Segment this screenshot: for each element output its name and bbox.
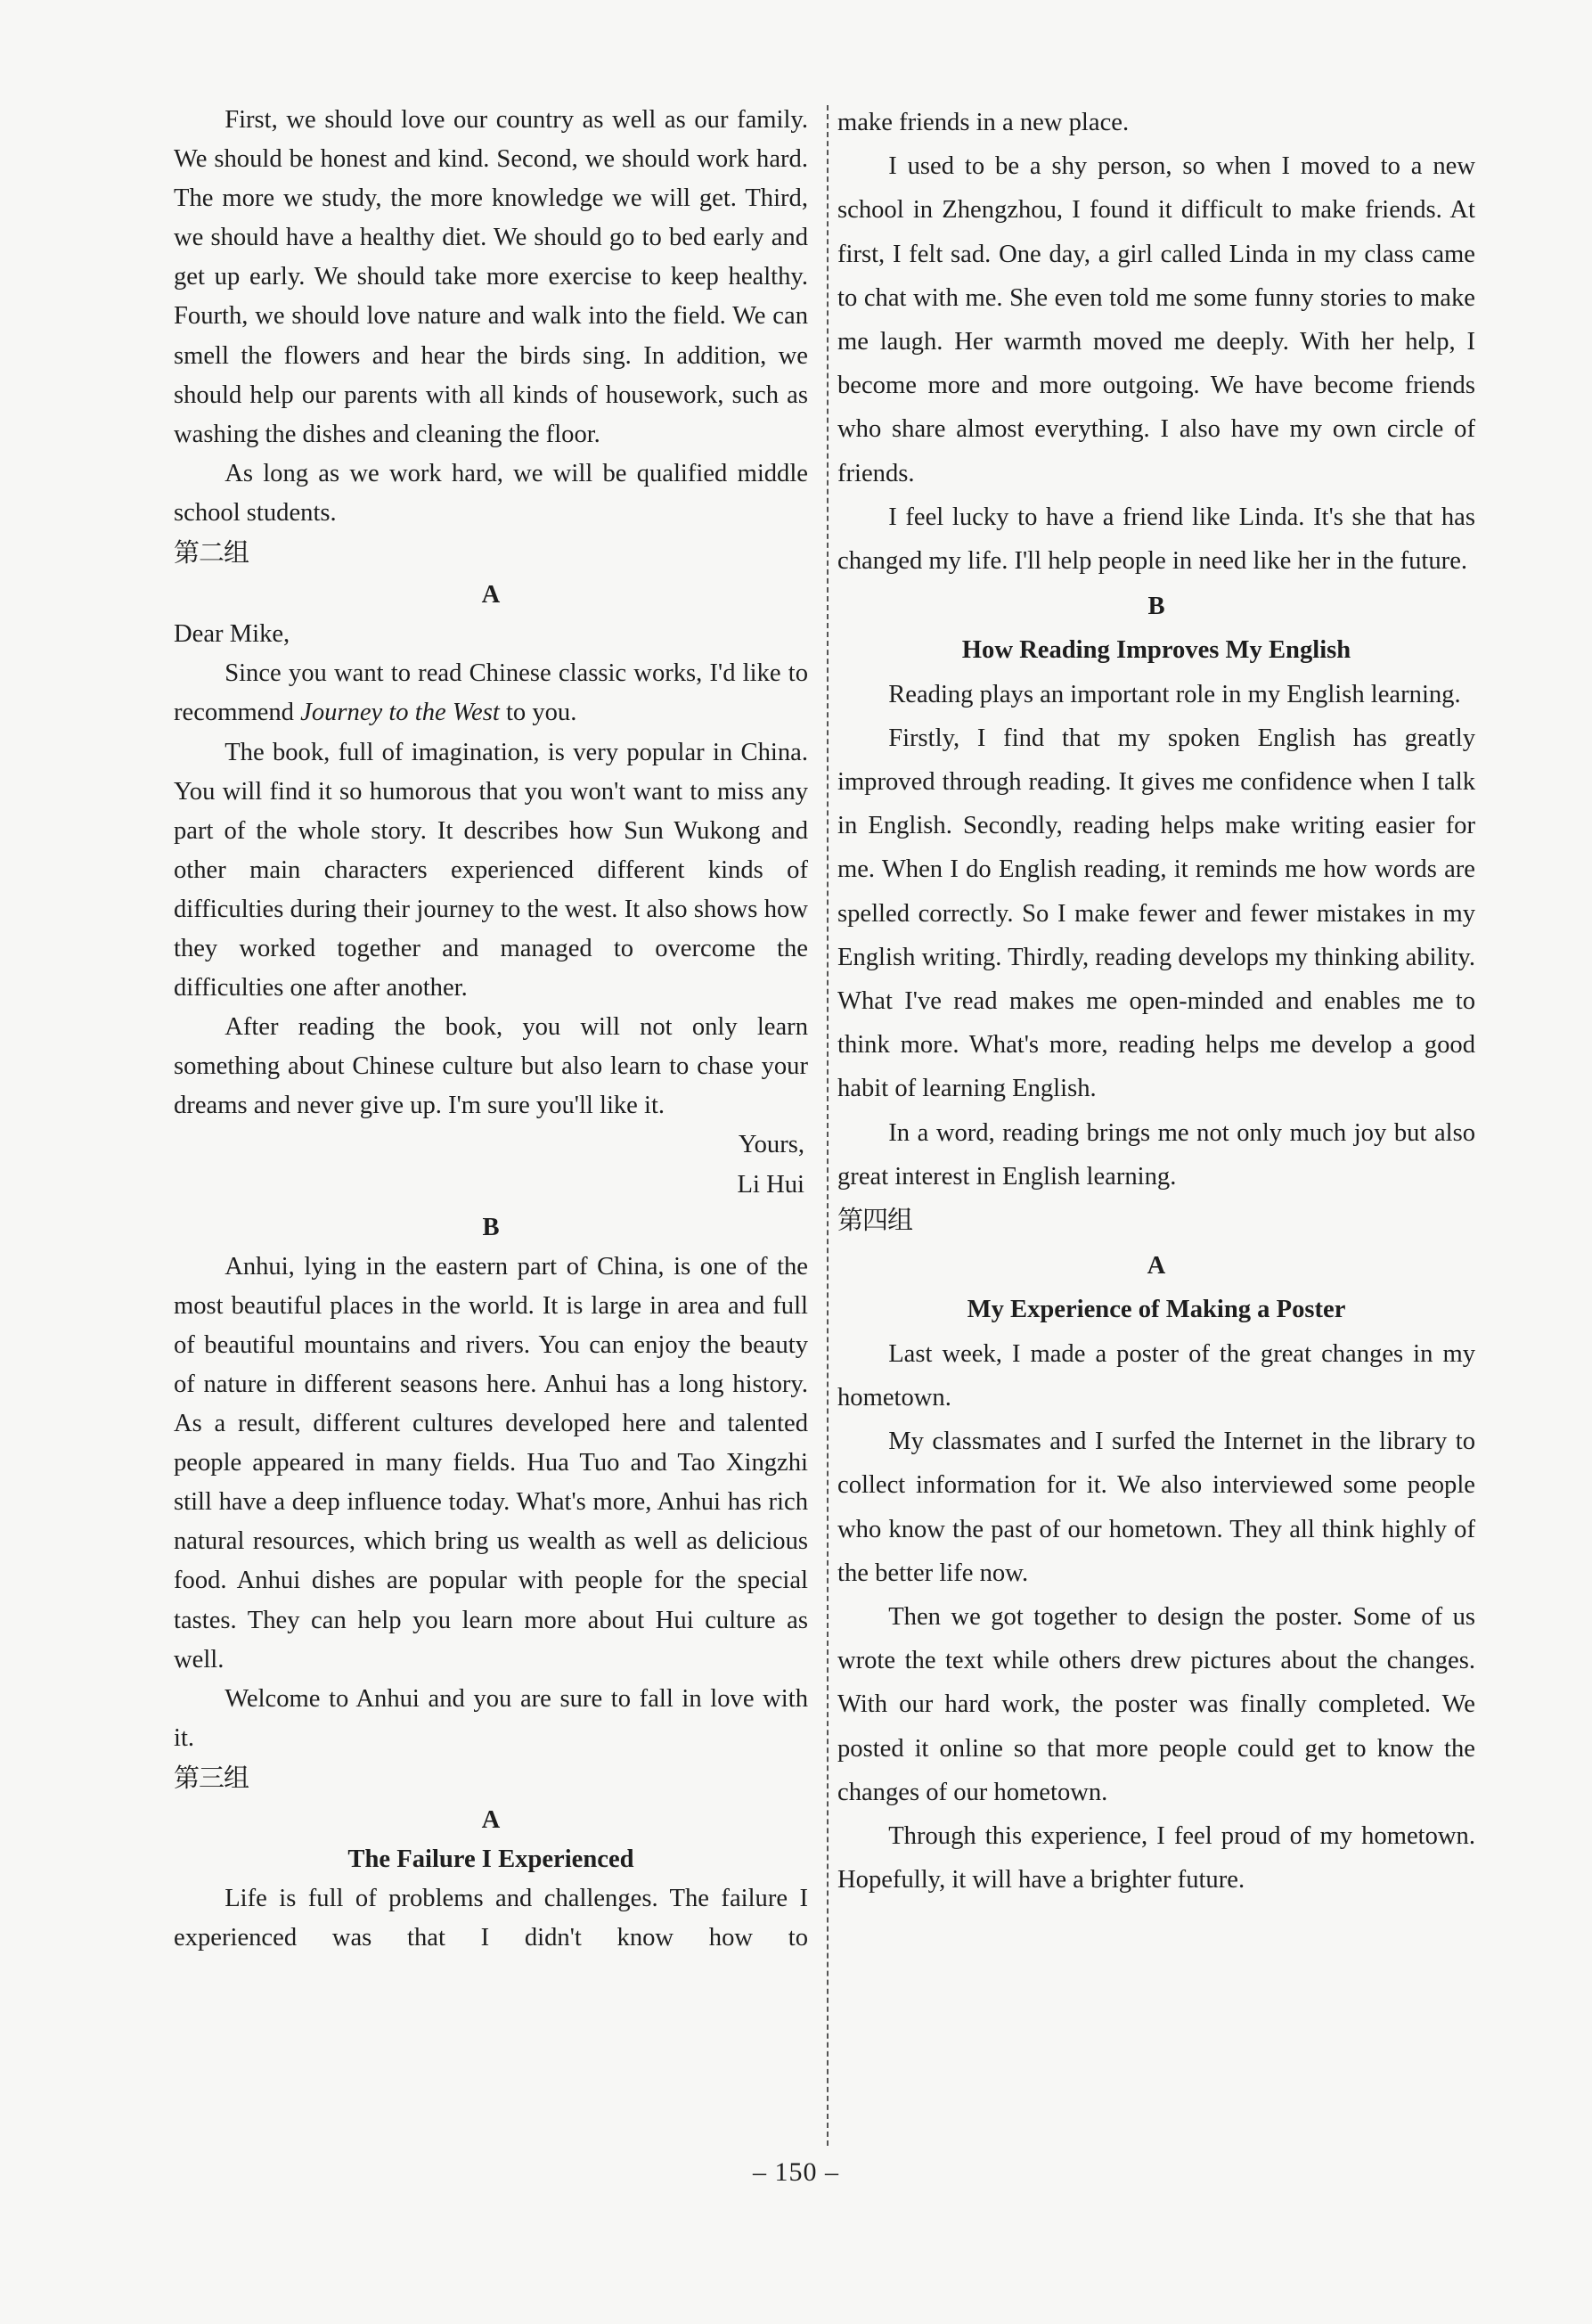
failure-paragraph-2: I used to be a shy person, so when I moved to a new school in Zhengzhou, I found it difficult to make friends. At first, I felt sad. One day, a girl called Linda in my class came to chat with me. She even told me some funny stories to make me laugh. Her warmth moved me deeply. With her help, I become more and more outgoing. We have become friends who share almost everything. I also have my own circle of friends. [837, 152, 1475, 487]
anhui-paragraph-2: Welcome to Anhui and you are sure to fall in love with it. [174, 1684, 808, 1752]
group-3-section-b-letter: B [1147, 593, 1165, 621]
page-number: – 150 – [753, 2157, 839, 2187]
group-3-section-a-title: The Failure I Experienced [347, 1845, 634, 1874]
reading-paragraph-2: Firstly, I find that my spoken English has greatly improved through reading. It gives me confidence when I talk in English. Secondly, reading helps make writing easier for me. When I do English reading, it reminds me how words are spelled correctly. So I make fewer and fewer mistakes in my English writing. Thirdly, reading develops my thinking ability. What I've read makes me open-minded and enables me to think more. What's more, reading helps me develop a good habit of learning English. [837, 724, 1475, 1103]
letter-paragraph-1 [174, 654, 808, 732]
letter-salutation: Dear Mike, [174, 620, 290, 649]
group-3-label: 第三组 [174, 1762, 249, 1793]
letter-p1-after: to you. [499, 699, 577, 727]
group-2-section-a-letter: A [481, 581, 501, 610]
poster-paragraph-1: Last week, I made a poster of the great changes in my hometown. [837, 1339, 1475, 1412]
group-4-section-a-title: My Experience of Making a Poster [967, 1296, 1346, 1324]
left-column [174, 101, 808, 1958]
column-divider [827, 105, 829, 2146]
right-column [837, 101, 1475, 1902]
letter-paragraph-2: The book, full of imagination, is very popular in China. You will find it so humorous that you won't want to miss any part of the whole story. It describes how Sun Wukong and other main characters experienced different kinds of difficulties during their journey to the west. It also shows how they worked together and managed to overcome the difficulties one after another. [174, 738, 808, 1002]
intro-paragraph-2: As long as we work hard, we will be qualified middle school students. [174, 459, 808, 527]
book-title: Journey to the West [300, 699, 500, 727]
letter-p1-before: Since you want to read Chinese classic works, I'd like to recommend [174, 659, 808, 727]
letter-signature: Li Hui [737, 1170, 804, 1199]
letter-closing: Yours, [738, 1131, 804, 1159]
letter-paragraph-3: After reading the book, you will not only learn something about Chinese culture but also learn to chase your dreams and never give up. I'm sure you'll like it. [174, 1013, 808, 1120]
failure-paragraph-1-end: make friends in a new place. [837, 109, 1130, 136]
poster-paragraph-2: My classmates and I surfed the Internet in the library to collect information for it. We also interviewed some people who know the past of our hometown. They all think highly of the better life now. [837, 1428, 1475, 1587]
failure-paragraph-1-start: Life is full of problems and challenges. The failure I experienced was that I didn't know how to [174, 1885, 808, 1952]
group-3-section-a-letter: A [481, 1806, 501, 1835]
poster-paragraph-3: Then we got together to design the poster. Some of us wrote the text while others drew pictures about the changes. With our hard work, the poster was finally completed. We posted it online so that more people could get to know the changes of our hometown. [837, 1602, 1475, 1806]
group-2-label: 第二组 [174, 537, 249, 569]
reading-paragraph-3: In a word, reading brings me not only much joy but also great interest in English learning. [837, 1118, 1475, 1191]
group-4-label: 第四组 [837, 1205, 913, 1236]
group-4-section-a-letter: A [1147, 1252, 1166, 1281]
failure-paragraph-3: I feel lucky to have a friend like Linda. It's she that has changed my life. I'll help people in need like her in the future. [837, 503, 1475, 576]
group-3-section-b-title: How Reading Improves My English [961, 636, 1351, 665]
anhui-paragraph-1: Anhui, lying in the eastern part of China, is one of the most beautiful places in the world. It is large in area and full of beautiful mountains and rivers. You can enjoy the beauty of nature in different seasons here. Anhui has a long history. As a result, different cultures developed here and talented people appeared in many fields. Hua Tuo and Tao Xingzhi still have a deep influence today. What's more, Anhui has rich natural resources, which bring us wealth as well as delicious food. Anhui dishes are popular with people for the special tastes. They can help you learn more about Hui culture as well. [174, 1252, 808, 1673]
group-2-section-b-letter: B [482, 1213, 500, 1241]
intro-paragraph-1: First, we should love our country as well as our family. We should be honest and kind. Second, we should work hard. The more we study, the more knowledge we will get. Third, we should have a healthy diet. We should go to bed early and get up early. We should take more exercise to keep healthy. Fourth, we should love nature and walk into the field. We can smell the flowers and hear the birds sing. In addition, we should help our parents with all kinds of housework, such as washing the dishes and cleaning the floor. [174, 106, 808, 448]
poster-paragraph-4: Through this experience, I feel proud of my hometown. Hopefully, it will have a brighter future. [837, 1821, 1475, 1894]
reading-paragraph-1: Reading plays an important role in my English learning. [888, 680, 1461, 708]
